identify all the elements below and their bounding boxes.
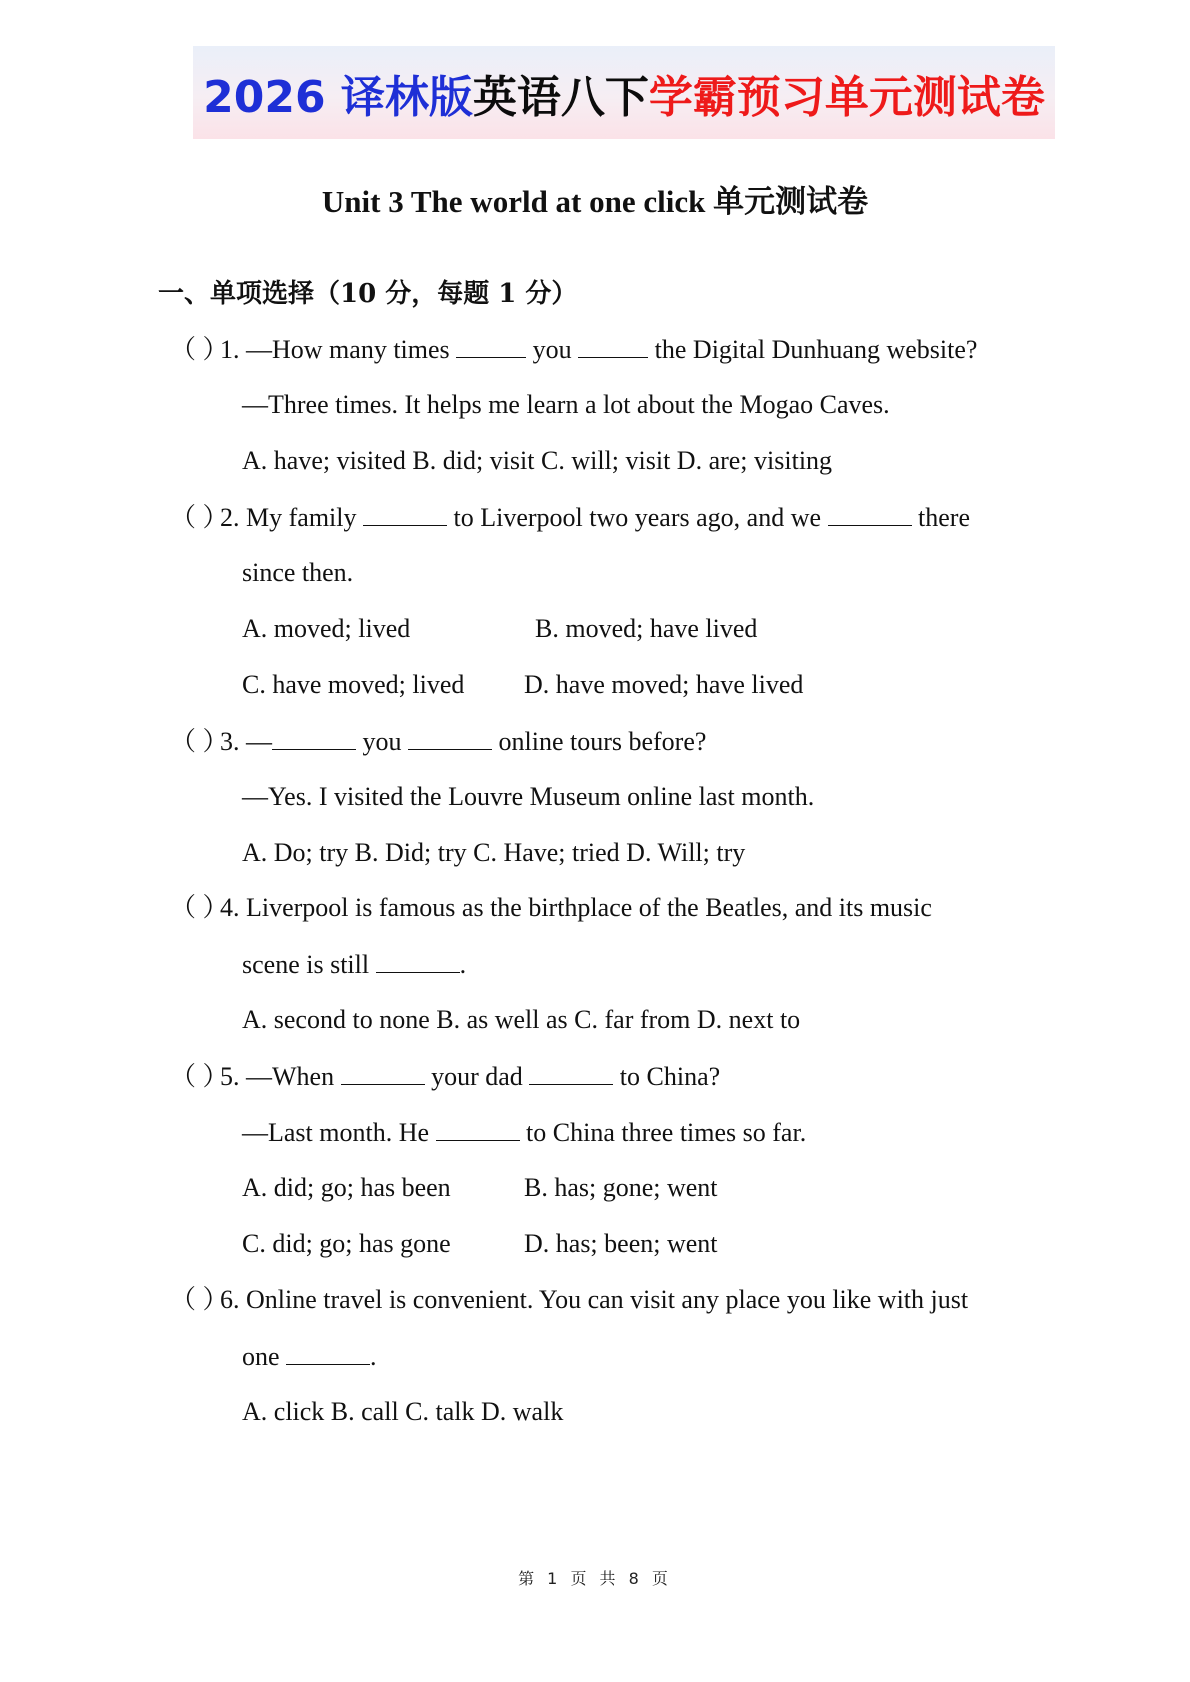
blank	[286, 1340, 370, 1365]
question-2-option-c: C. have moved; lived	[242, 670, 465, 699]
question-4: （ ）4. Liverpool is famous as the birthplace of the Beatles, and its music	[170, 893, 932, 922]
question-3-line-2: —Yes. I visited the Louvre Museum online last month.	[242, 782, 815, 811]
question-3: （ ）3. — you online tours before?	[170, 727, 707, 756]
blank	[376, 948, 460, 973]
answer-paren: （ ）	[170, 1285, 229, 1314]
question-2-line-2: since then.	[242, 558, 354, 587]
question-2-option-b: B. moved; have lived	[535, 614, 758, 643]
blank	[408, 725, 492, 750]
header-banner	[193, 46, 1055, 139]
section-title: 一、单项选择（10 分，每题 1 分）	[158, 279, 578, 309]
question-1-options: A. have; visited B. did; visit C. will; visit D. are; visiting	[242, 446, 833, 475]
blank	[363, 501, 447, 526]
banner-part-1: 2026 译林版	[203, 71, 473, 123]
answer-paren: （ ）	[170, 727, 229, 756]
question-5: （ ）5. —When your dad to China?	[170, 1062, 721, 1091]
blank	[456, 333, 526, 358]
question-1: （ ）1. —How many times you the Digital Dunhuang website?	[170, 335, 978, 364]
answer-paren: （ ）	[170, 893, 229, 922]
question-5-line-2: —Last month. He to China three times so far.	[242, 1118, 807, 1147]
question-6-line-2: one .	[242, 1342, 377, 1371]
blank	[578, 333, 648, 358]
answer-paren: （ ）	[170, 1062, 229, 1091]
question-1-line-2: —Three times. It helps me learn a lot about the Mogao Caves.	[242, 390, 890, 419]
question-2: （ ）2. My family to Liverpool two years ago, and we there	[170, 503, 970, 532]
page-footer: 第 1 页 共 8 页	[518, 1569, 672, 1588]
answer-paren: （ ）	[170, 503, 229, 532]
banner-part-3: 学霸预习单元测试卷	[648, 71, 1045, 123]
answer-paren: （ ）	[170, 335, 229, 364]
banner-part-2: 英语八下	[472, 71, 649, 123]
question-6-options: A. click B. call C. talk D. walk	[242, 1397, 564, 1426]
blank	[341, 1060, 425, 1085]
question-4-line-2: scene is still .	[242, 950, 467, 979]
question-6: （ ）6. Online travel is convenient. You can visit any place you like with just	[170, 1285, 969, 1314]
question-2-option-a: A. moved; lived	[242, 614, 411, 643]
blank	[828, 501, 912, 526]
blank	[529, 1060, 613, 1085]
blank	[272, 725, 356, 750]
question-4-options: A. second to none B. as well as C. far from D. next to	[242, 1005, 801, 1034]
question-5-option-d: D. has; been; went	[524, 1229, 718, 1258]
question-5-option-b: B. has; gone; went	[524, 1173, 718, 1202]
question-2-option-d: D. have moved; have lived	[524, 670, 804, 699]
question-5-option-a: A. did; go; has been	[242, 1173, 451, 1202]
question-5-option-c: C. did; go; has gone	[242, 1229, 451, 1258]
blank	[436, 1116, 520, 1141]
page-title: Unit 3 The world at one click 单元测试卷	[321, 184, 869, 219]
question-3-options: A. Do; try B. Did; try C. Have; tried D. Will; try	[242, 838, 746, 867]
